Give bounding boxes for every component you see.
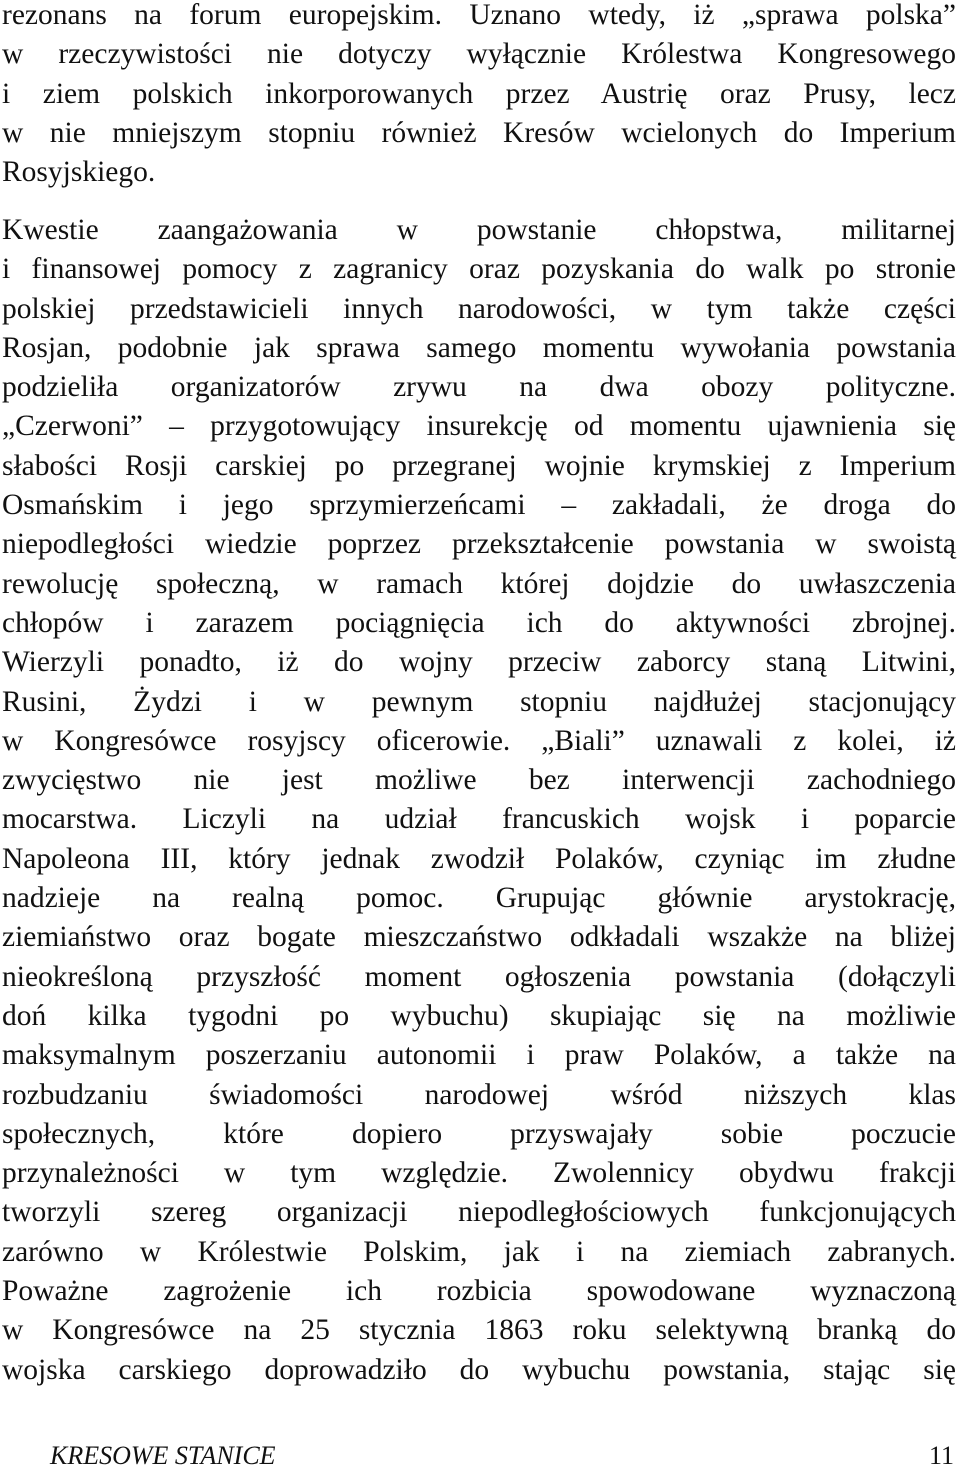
text-line: przynależności w tym względzie. Zwolennicy obydwu frakcji [2,1157,956,1190]
text-line: podzieliła organizatorów zrywu na dwa obozy polityczne. [2,371,956,404]
text-line: mocarstwa. Liczyli na udział francuskich wojsk i poparcie [2,803,956,836]
text-line: i ziem polskich inkorporowanych przez Austrię oraz Prusy, lecz [2,77,956,110]
text-line: wojska carskiego doprowadziło do wybuchu powstania, stając się [2,1353,956,1386]
text-line: Rusini, Żydzi i w pewnym stopniu najdłużej stacjonujący [2,685,956,718]
paragraph [2,0,956,192]
text-line: doń kilka tygodni po wybuchu) skupiając się na możliwie [2,999,956,1032]
text-line: rozbudzaniu świadomości narodowej wśród niższych klas [2,1078,956,1111]
text-line: zarówno w Królestwie Polskim, jak i na ziemiach zabranych. [2,1235,956,1268]
page-number: 11 [928,1441,954,1470]
text-line: niepodległości wiedzie poprzez przekształcenie powstania w swoistą [2,528,956,561]
page-footer [0,1434,960,1470]
text-line: ziemiaństwo oraz bogate mieszczaństwo odkładali wszakże na bliżej [2,921,956,954]
text-line: w Kongresówce rosyjscy oficerowie. „Biali” uznawali z kolei, iż [2,724,956,757]
text-line: maksymalnym poszerzaniu autonomii i praw Polaków, a także na [2,1039,956,1072]
text-line: tworzyli szereg organizacji niepodległościowych funkcjonujących [2,1196,956,1229]
text-line: społecznych, które dopiero przyswajały sobie poczucie [2,1117,956,1150]
text-line: i finansowej pomocy z zagranicy oraz pozyskania do walk po stronie [2,253,956,286]
text-line: nadzieje na realną pomoc. Grupując głównie arystokrację, [2,882,956,915]
text-line: „Czerwoni” – przygotowujący insurekcję od momentu ujawnienia się [2,410,956,443]
text-line: Rosjan, podobnie jak sprawa samego momentu wywołania powstania [2,331,956,364]
text-line: Napoleona III, który jednak zwodził Polaków, czyniąc im złudne [2,842,956,875]
text-line: Kwestie zaangażowania w powstanie chłopstwa, militarnej [2,214,956,246]
text-line: chłopów i zarazem pociągnięcia ich do aktywności zbrojnej. [2,606,956,639]
text-line: Wierzyli ponadto, iż do wojny przeciw zaborcy staną Litwini, [2,646,956,679]
text-line: polskiej przedstawicieli innych narodowości, w tym także części [2,292,956,325]
text-line: Poważne zagrożenie ich rozbicia spowodowane wyznaczoną [2,1275,956,1308]
text-line: rezonans na forum europejskim. Uznano wtedy, iż „sprawa polska” [2,0,956,31]
text-line: Osmańskim i jego sprzymierzeńcami – zakładali, że droga do [2,489,956,522]
text-line: nieokreśloną przyszłość moment ogłoszenia powstania (dołączyli [2,960,956,993]
text-line: w Kongresówce na 25 stycznia 1863 roku selektywną branką do [2,1314,956,1347]
text-line: w nie mniejszym stopniu również Kresów wcielonych do Imperium [2,116,956,149]
text-line: w rzeczywistości nie dotyczy wyłącznie Królestwa Kongresowego [2,38,956,71]
text-line: słabości Rosji carskiej po przegranej wojnie krymskiej z Imperium [2,449,956,482]
text-line: rewolucję społeczną, w ramach której dojdzie do uwłaszczenia [2,567,956,600]
text-line: Rosyjskiego. [2,156,156,189]
text-line: zwycięstwo nie jest możliwe bez interwencji zachodniego [2,764,956,797]
paragraph [2,211,956,1390]
running-title: KRESOWE STANICE [50,1441,276,1470]
